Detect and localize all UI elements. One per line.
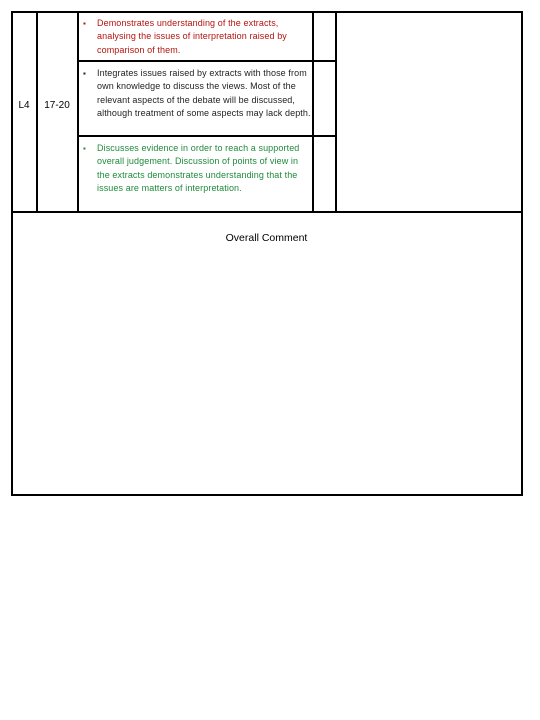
col-divider-marks — [77, 11, 79, 212]
descriptor-divider-2 — [77, 135, 336, 137]
descriptor-text: Integrates issues raised by extracts with those from own knowledge to discuss the views. Most of the relevant aspects of the debate will be discussed, although treatment of some aspects may lack depth. — [97, 68, 311, 118]
col-divider-descriptor — [312, 11, 314, 212]
col-divider-tick — [335, 11, 337, 212]
descriptor-bullet-2 — [81, 67, 311, 120]
descriptor-text: Discusses evidence in order to reach a supported overall judgement. Discussion of points of view in the extracts demonstrates understanding that the issues are matters of interpretation. — [97, 143, 300, 193]
bullet-icon: ▪ — [83, 19, 86, 28]
overall-comment-heading: Overall Comment — [225, 232, 308, 244]
table-left-border — [11, 11, 13, 496]
row-divider — [11, 211, 523, 213]
descriptor-bullet-1 — [81, 17, 311, 57]
table-right-border — [521, 11, 523, 496]
table-top-border — [11, 11, 523, 13]
table-bottom-border — [11, 494, 523, 496]
level-label: L4 — [18, 100, 30, 111]
descriptor-bullet-3 — [81, 142, 311, 195]
descriptor-text: Demonstrates understanding of the extracts, analysing the issues of interpretation raised by comparison of them. — [97, 18, 287, 55]
marks-range: 17-20 — [44, 100, 70, 111]
bullet-icon: ▪ — [83, 69, 86, 78]
bullet-icon: ▪ — [83, 144, 86, 153]
col-divider-level — [36, 11, 38, 212]
descriptor-divider-1 — [77, 60, 336, 62]
